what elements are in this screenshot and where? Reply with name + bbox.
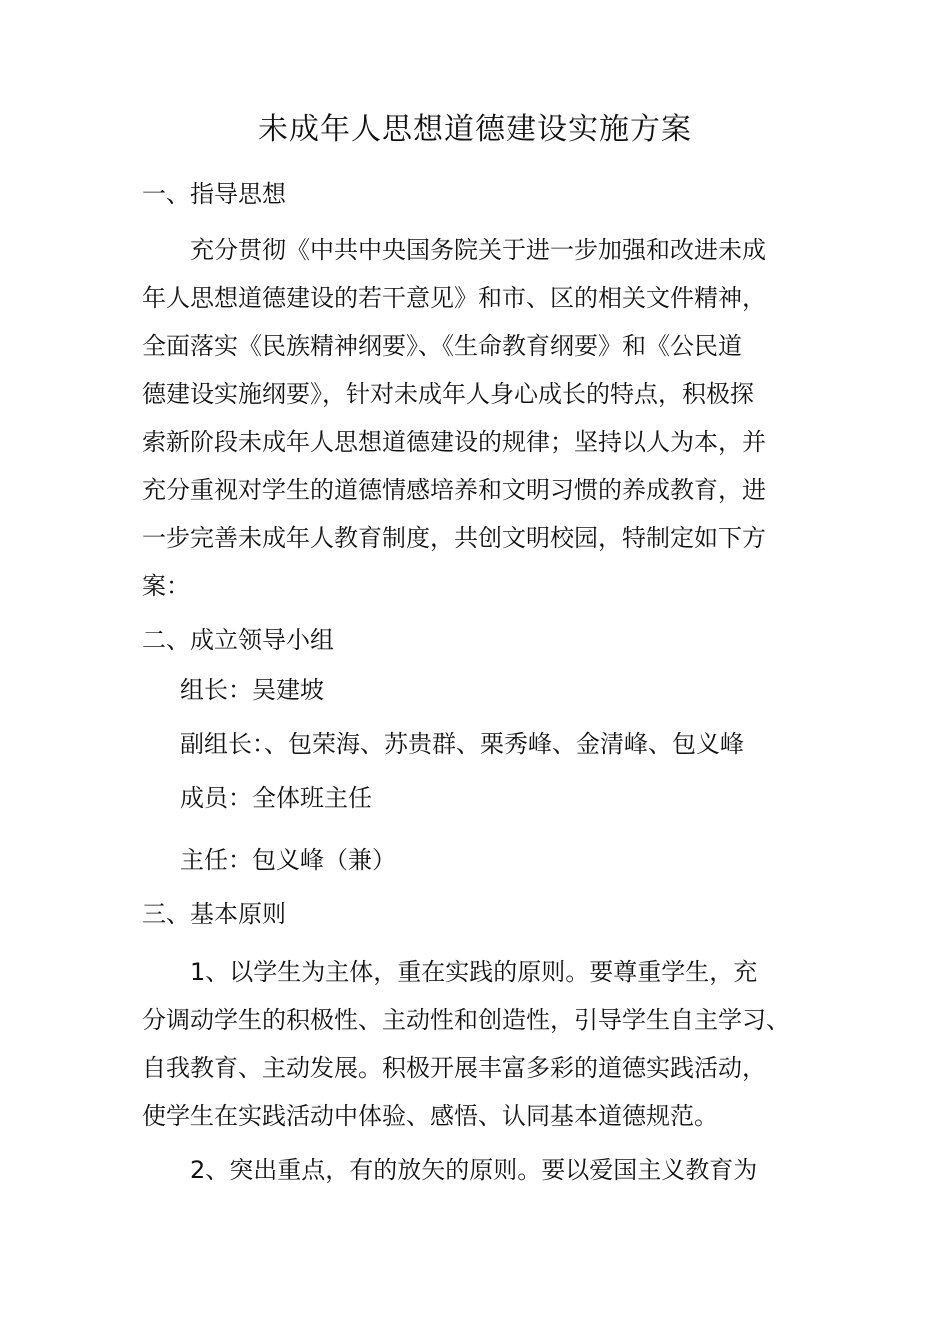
- group-director: 主任：包义峰（兼）: [180, 846, 396, 874]
- paragraph-line: 索新阶段未成年人思想道德建设的规律；坚持以人为本，并: [142, 428, 766, 456]
- section-heading-guiding-thought: 一、指导思想: [142, 180, 286, 208]
- paragraph-line: 全面落实《民族精神纲要》、《生命教育纲要》和《公民道: [142, 332, 742, 360]
- paragraph-line: 年人思想道德建设的若干意见》和市、区的相关文件精神，: [142, 284, 766, 312]
- paragraph-line: 充分贯彻《中共中央国务院关于进一步加强和改进未成: [190, 236, 766, 264]
- group-leader: 组长：吴建坡: [180, 676, 324, 704]
- principle-line: 自我教育、主动发展。积极开展丰富多彩的道德实践活动，: [142, 1054, 766, 1082]
- principle-line: 分调动学生的积极性、主动性和创造性，引导学生自主学习、: [142, 1006, 790, 1034]
- deputy-group-leaders: 副组长：、包荣海、苏贵群、栗秀峰、金清峰、包义峰: [180, 730, 744, 758]
- section-heading-leadership-group: 二、成立领导小组: [142, 626, 334, 654]
- group-members: 成员：全体班主任: [180, 784, 372, 812]
- paragraph-line: 一步完善未成年人教育制度，共创文明校园，特制定如下方: [142, 524, 766, 552]
- paragraph-line: 充分重视对学生的道德情感培养和文明习惯的养成教育，进: [142, 476, 766, 504]
- principle-line: 1、以学生为主体，重在实践的原则。要尊重学生，充: [190, 958, 758, 986]
- section-heading-basic-principles: 三、基本原则: [142, 900, 286, 928]
- paragraph-line: 案：: [142, 572, 190, 600]
- principle-line: 2、突出重点，有的放矢的原则。要以爱国主义教育为: [190, 1156, 758, 1184]
- document-title: 未成年人思想道德建设实施方案: [258, 112, 692, 147]
- principle-line: 使学生在实践活动中体验、感悟、认同基本道德规范。: [142, 1102, 718, 1130]
- paragraph-line: 德建设实施纲要》，针对未成年人身心成长的特点，积极探: [142, 380, 754, 408]
